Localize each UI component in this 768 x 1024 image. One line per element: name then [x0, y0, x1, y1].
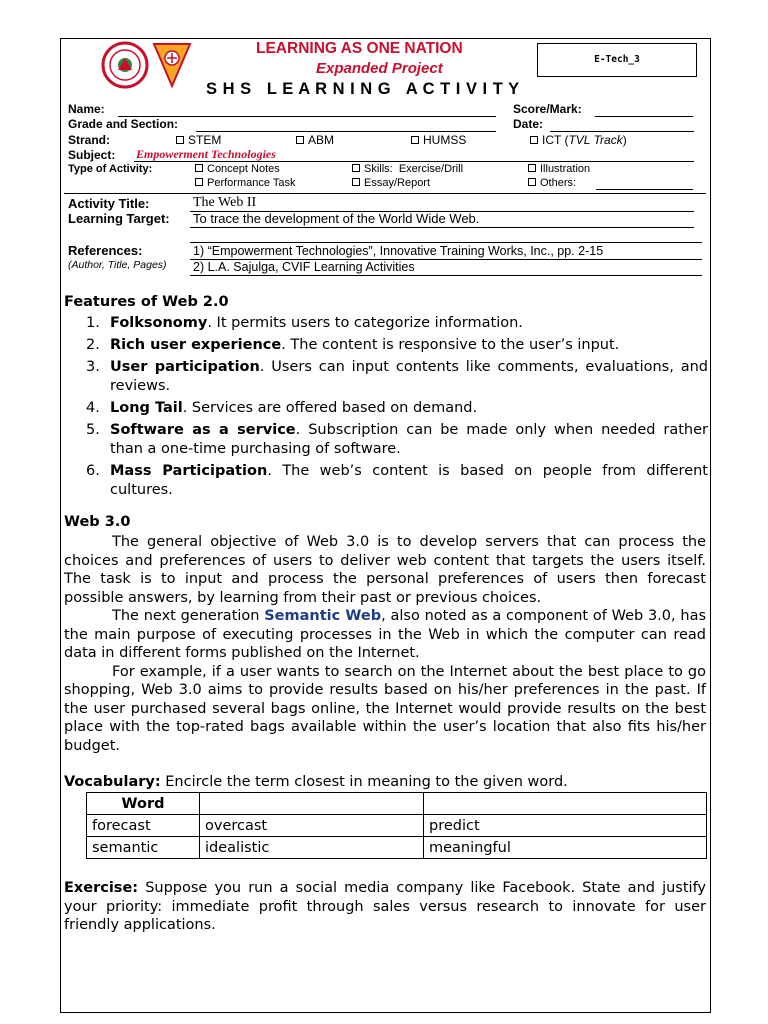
score-label: Score/Mark:	[513, 102, 582, 116]
web3-paragraph-3: For example, if a user wants to search on the Internet about the best place to go shopping, Web 3.0 aims to provide results based on his/her preferences in the past. If the user purchased several bags online, the Internet would provide results on the best place with the top-rated bags available within the user’s location that also fits his/her budget.	[64, 663, 706, 754]
checkbox-icon[interactable]	[352, 164, 360, 172]
header-title: LEARNING AS ONE NATION	[256, 40, 463, 57]
strand-ict[interactable]: ICT (TVL Track)	[530, 133, 627, 147]
type-essay-report[interactable]: Essay/Report	[352, 177, 430, 189]
table-header-cell	[200, 793, 424, 815]
web3-heading: Web 3.0	[64, 514, 131, 530]
type-skills[interactable]: Skills: Exercise/Drill	[352, 163, 463, 175]
web3-paragraph-2: The next generation Semantic Web, also noted as a component of Web 3.0, has the main purpose of executing processes in the Web in which the computer can read data in different forms published on the Internet.	[64, 608, 707, 661]
list-item: 6. Mass Participation. The web’s content is based on people from different cultures.	[86, 463, 708, 498]
strand-humss[interactable]: HUMSS	[411, 133, 466, 147]
web3-body	[64, 533, 706, 755]
table-row	[87, 837, 707, 859]
date-label: Date:	[513, 117, 544, 131]
strand-abm[interactable]: ABM	[296, 133, 334, 147]
table-row	[87, 815, 707, 837]
subject-value: Empowerment Technologies	[136, 147, 276, 161]
reference-2-line	[190, 275, 702, 276]
type-concept-notes[interactable]: Concept Notes	[195, 163, 280, 175]
checkbox-icon[interactable]	[195, 164, 203, 172]
learning-target-label: Learning Target:	[68, 211, 170, 226]
references-top-line	[190, 242, 702, 243]
grade-field[interactable]	[196, 131, 496, 132]
references-label: References:	[68, 243, 143, 258]
school-seal-icon	[100, 40, 150, 90]
activity-title-label: Activity Title:	[68, 196, 150, 211]
divider	[64, 193, 706, 194]
activity-heading: S H S L E A R N I N G A C T I V I T Y	[206, 80, 520, 98]
strand-stem[interactable]: STEM	[176, 133, 221, 147]
web3-paragraph-1: The general objective of Web 3.0 is to develop servers that can process the choices and preferences of users to deliver web content that targets the users itself. The task is to input and process the personal preferences of users then forecast possible answers, by learning from their past or previous choices.	[64, 534, 706, 606]
strand-label: Strand:	[68, 133, 110, 147]
table-cell: forecast	[87, 815, 200, 837]
list-item: 1. Folksonomy. It permits users to categorize information.	[86, 315, 523, 331]
table-row	[87, 793, 707, 815]
checkbox-icon[interactable]	[296, 136, 304, 144]
list-item: 3. User participation. Users can input contents like comments, evaluations, and reviews.	[86, 359, 708, 394]
date-field[interactable]	[550, 131, 694, 132]
list-item: 2. Rich user experience. The content is responsive to the user’s input.	[86, 337, 620, 353]
table-cell[interactable]: idealistic	[200, 837, 424, 859]
table-header-cell: Word	[87, 793, 200, 815]
checkbox-icon[interactable]	[528, 164, 536, 172]
score-field[interactable]	[595, 116, 693, 117]
features-list	[86, 314, 708, 503]
reference-2: 2) L.A. Sajulga, CVIF Learning Activities	[193, 260, 415, 274]
list-item: 5. Software as a service. Subscription can be made only when needed rather than a one-time purchasing of software.	[86, 422, 709, 457]
learning-target-value: To trace the development of the World Wide Web.	[193, 211, 480, 226]
grade-label: Grade and Section:	[68, 117, 179, 131]
checkbox-icon[interactable]	[411, 136, 419, 144]
features-heading: Features of Web 2.0	[64, 294, 229, 310]
checkbox-icon[interactable]	[530, 136, 538, 144]
table-cell[interactable]: predict	[424, 815, 707, 837]
list-item: 4. Long Tail. Services are offered based on demand.	[86, 400, 478, 416]
activity-code: E-Tech_3	[594, 54, 640, 65]
activity-title-value: The Web II	[193, 195, 257, 210]
subject-line	[134, 161, 694, 162]
semantic-web-term: Semantic Web	[264, 608, 382, 624]
table-cell: semantic	[87, 837, 200, 859]
checkbox-icon[interactable]	[195, 178, 203, 186]
type-illustration[interactable]: Illustration	[528, 163, 590, 175]
checkbox-icon[interactable]	[352, 178, 360, 186]
references-hint: (Author, Title, Pages)	[68, 259, 167, 271]
vocabulary-instruction: Vocabulary: Encircle the term closest in meaning to the given word.	[64, 774, 568, 790]
table-header-cell	[424, 793, 707, 815]
type-label: Type of Activity:	[68, 163, 153, 175]
checkbox-icon[interactable]	[176, 136, 184, 144]
checkbox-icon[interactable]	[528, 178, 536, 186]
subject-label: Subject:	[68, 148, 116, 162]
exercise-text: Exercise: Suppose you run a social media company like Facebook. State and justify your priority: immediate profit through sales versus research to innovate for user friendly applications.	[64, 880, 706, 933]
type-performance-task[interactable]: Performance Task	[195, 177, 295, 189]
others-field[interactable]	[596, 189, 693, 190]
type-others[interactable]: Others:	[528, 177, 576, 189]
code-box	[537, 43, 697, 77]
table-cell[interactable]: overcast	[200, 815, 424, 837]
header-subtitle: Expanded Project	[316, 60, 443, 77]
learning-target-line	[190, 227, 694, 228]
name-label: Name:	[68, 102, 105, 116]
vocabulary-table	[86, 792, 707, 859]
table-cell[interactable]: meaningful	[424, 837, 707, 859]
deped-logo-icon	[148, 40, 196, 90]
reference-1: 1) “Empowerment Technologies”, Innovative Training Works, Inc., pp. 2-15	[193, 244, 604, 258]
